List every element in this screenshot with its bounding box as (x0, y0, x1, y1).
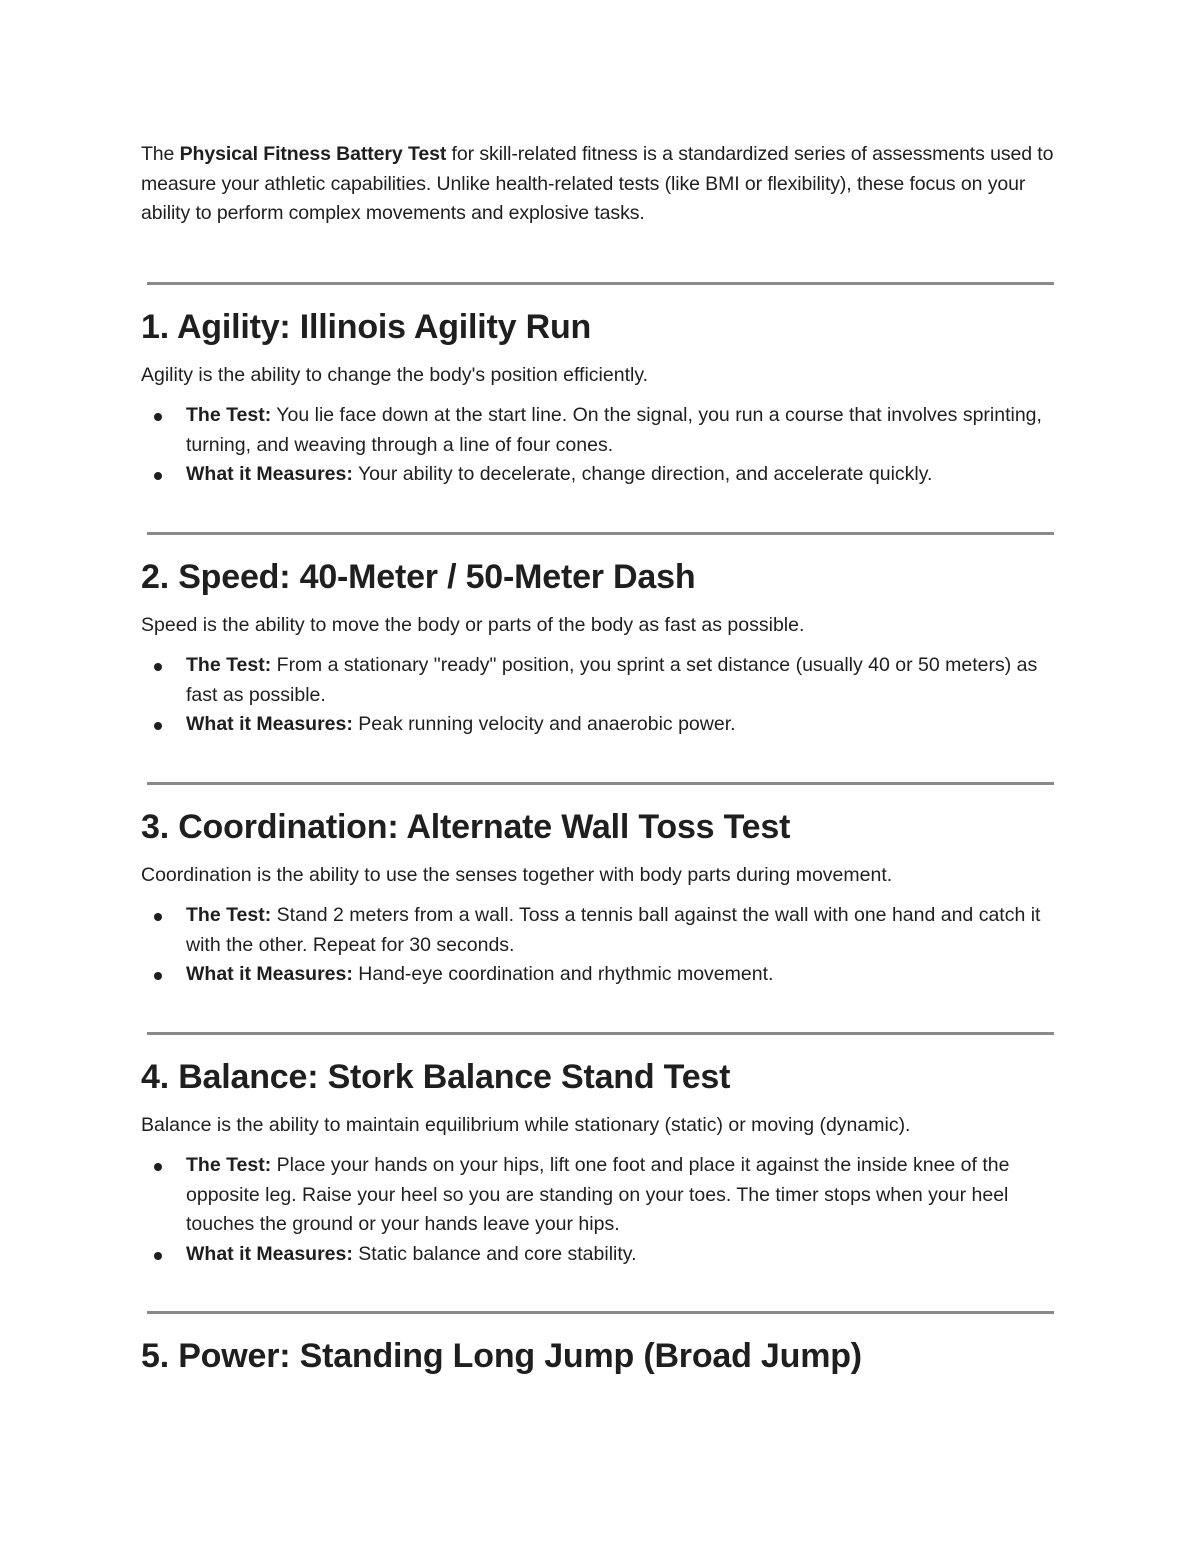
section-desc-speed: Speed is the ability to move the body or parts of the body as fast as possible. (141, 613, 805, 636)
section-desc-balance: Balance is the ability to maintain equilibrium while stationary (static) or moving (dynamic). (141, 1113, 911, 1136)
intro-paragraph (141, 140, 1061, 229)
test-text: Place your hands on your hips, lift one foot and place it against the inside knee of the opposite leg. Raise your heel so you are standing on your toes. The timer stops when your heel touches the ground or your hands leave your hips. (186, 1154, 1010, 1235)
list-item-measures (141, 460, 1061, 490)
bullet-icon (154, 472, 162, 480)
intro-suffix: for skill-related fitness is a standardized series of assessments used to measure your athletic capabilities. Unlike health-related tests (like BMI or flexibility), these focus on your ability to perform complex movements and explosive tasks. (141, 143, 1054, 224)
document-page (141, 140, 1061, 1378)
section-desc-coordination: Coordination is the ability to use the senses together with body parts during movement. (141, 863, 893, 886)
measure-label: What it Measures: (186, 1242, 353, 1265)
section-title-balance: 4. Balance: Stork Balance Stand Test (141, 1057, 731, 1096)
test-label: The Test: (186, 904, 272, 926)
test-text: From a stationary "ready" position, you sprint a set distance (usually 40 or 50 meters) as fast as possible. (186, 654, 1038, 706)
bullet-icon (154, 663, 162, 671)
measure-label: What it Measures: (186, 713, 353, 735)
section-title-coordination: 3. Coordination: Alternate Wall Toss Test (141, 807, 791, 846)
list-item-measures (141, 960, 1061, 990)
bullet-icon (154, 722, 162, 730)
list-item-test (141, 651, 1061, 710)
divider-4 (147, 1032, 1054, 1035)
test-label: The Test: (186, 404, 272, 426)
bullet-icon (154, 413, 162, 421)
test-text: Stand 2 meters from a wall. Toss a tennis ball against the wall with one hand and catch it with the other. Repeat for 30 seconds. (186, 904, 1041, 956)
test-label: The Test: (186, 1154, 272, 1176)
section-points-agility (141, 401, 1061, 490)
bullet-icon (154, 1252, 162, 1260)
section-title-power: 5. Power: Standing Long Jump (Broad Jump) (141, 1337, 862, 1375)
measure-text: Peak running velocity and anaerobic power. (352, 713, 736, 735)
list-item-test (141, 901, 1061, 960)
list-item-test (141, 1151, 1061, 1240)
divider-5 (147, 1311, 1054, 1314)
test-text: You lie face down at the start line. On the signal, you run a course that involves sprinting, turning, and weaving through a line of four cones. (186, 404, 1042, 456)
section-points-speed (141, 651, 1061, 740)
bullet-icon (154, 913, 162, 921)
section-desc-agility: Agility is the ability to change the body's position efficiently. (141, 363, 649, 386)
measure-text: Static balance and core stability. (352, 1242, 637, 1265)
test-label: The Test: (186, 654, 272, 676)
list-item-test (141, 401, 1061, 460)
divider-1 (147, 282, 1054, 285)
bullet-icon (154, 972, 162, 980)
section-title-agility: 1. Agility: Illinois Agility Run (141, 307, 592, 346)
list-item-measures (141, 1240, 1061, 1270)
section-points-balance (141, 1151, 1061, 1269)
divider-3 (147, 782, 1054, 785)
intro-bold-term: Physical Fitness Battery Test (179, 143, 447, 165)
measure-label: What it Measures: (186, 463, 353, 485)
list-item-measures (141, 710, 1061, 740)
intro-prefix: The (141, 143, 180, 165)
section-title-speed: 2. Speed: 40-Meter / 50-Meter Dash (141, 557, 696, 596)
measure-label: What it Measures: (186, 963, 353, 985)
bullet-icon (154, 1163, 162, 1171)
section-points-coordination (141, 901, 1061, 990)
measure-text: Your ability to decelerate, change direction, and accelerate quickly. (352, 463, 933, 485)
measure-text: Hand-eye coordination and rhythmic movement. (352, 963, 774, 985)
divider-2 (147, 532, 1054, 535)
